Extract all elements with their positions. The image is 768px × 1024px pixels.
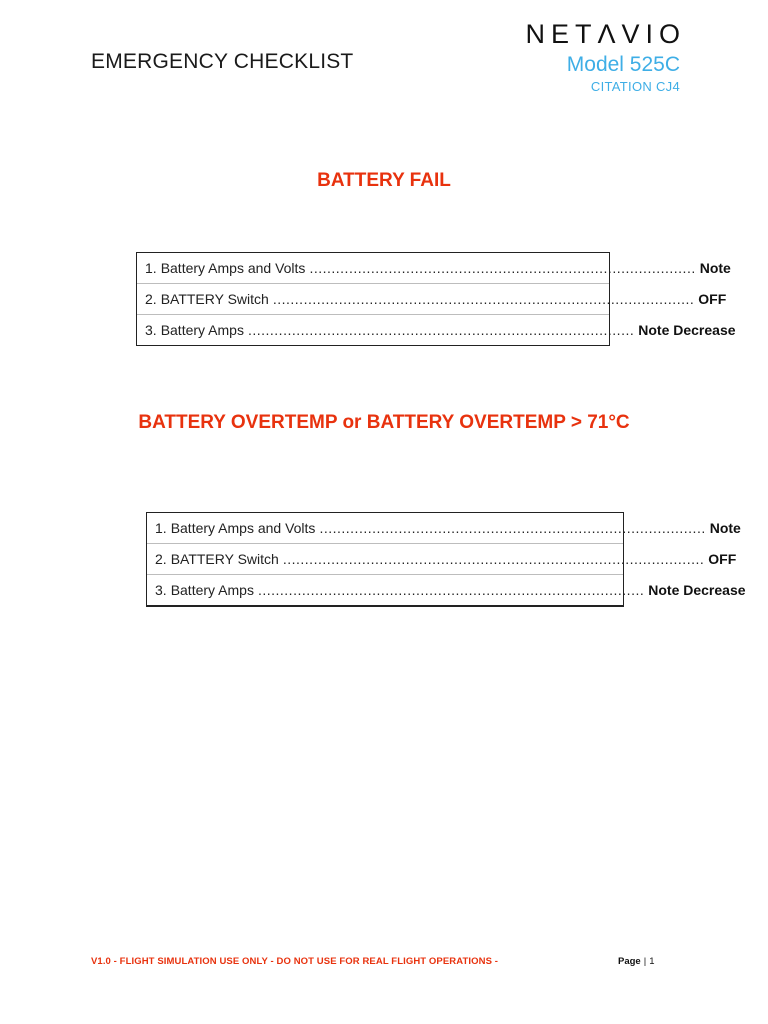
checklist-row xyxy=(147,513,741,544)
checklist-row xyxy=(137,253,731,284)
checklist-battery-overtemp xyxy=(146,512,746,607)
leader-dots: ........................................................................................ xyxy=(319,520,706,536)
step-action: Note Decrease xyxy=(638,322,736,338)
footer-disclaimer: V1.0 - FLIGHT SIMULATION USE ONLY - DO NOT USE FOR REAL FLIGHT OPERATIONS - xyxy=(91,956,499,967)
aircraft-model: Model 525C xyxy=(566,53,680,76)
page-separator: | xyxy=(643,956,647,967)
page-label: Page xyxy=(618,956,641,967)
step-action: OFF xyxy=(698,291,727,307)
checklist-row xyxy=(137,284,727,315)
step-item: BATTERY Switch xyxy=(170,551,279,567)
checklist-row xyxy=(137,315,736,345)
step-action: OFF xyxy=(708,551,737,567)
brand-logo: NETΛVIO xyxy=(525,19,686,49)
step-action: Note xyxy=(709,520,741,536)
step-action: Note xyxy=(699,260,731,276)
leader-dots: ................................................................................................ xyxy=(272,291,695,307)
leader-dots: ........................................................................................ xyxy=(257,582,645,598)
step-number: 2. xyxy=(145,291,157,307)
checklist-row xyxy=(147,544,737,575)
step-number: 3. xyxy=(145,322,157,338)
checklist-battery-fail xyxy=(136,252,736,346)
checklist-row xyxy=(147,575,746,605)
section-heading-battery-fail: BATTERY FAIL xyxy=(317,170,451,191)
step-action: Note Decrease xyxy=(648,582,746,598)
step-item: Battery Amps xyxy=(160,322,244,338)
aircraft-name: CITATION CJ4 xyxy=(590,79,680,94)
leader-dots: ................................................................................................ xyxy=(282,551,705,567)
step-item: Battery Amps and Volts xyxy=(160,260,306,276)
page-number: 1 xyxy=(649,956,655,967)
leader-dots: ........................................................................................ xyxy=(247,322,635,338)
page-indicator xyxy=(618,956,654,967)
step-number: 1. xyxy=(155,520,167,536)
step-item: Battery Amps xyxy=(170,582,254,598)
brand-block xyxy=(500,16,686,96)
step-number: 3. xyxy=(155,582,167,598)
step-number: 1. xyxy=(145,260,157,276)
step-item: BATTERY Switch xyxy=(160,291,269,307)
step-number: 2. xyxy=(155,551,167,567)
leader-dots: ........................................................................................ xyxy=(309,260,696,276)
step-item: Battery Amps and Volts xyxy=(170,520,316,536)
section-heading-battery-overtemp: BATTERY OVERTEMP or BATTERY OVERTEMP > 71°C xyxy=(138,412,630,433)
document-title: EMERGENCY CHECKLIST xyxy=(91,50,354,73)
